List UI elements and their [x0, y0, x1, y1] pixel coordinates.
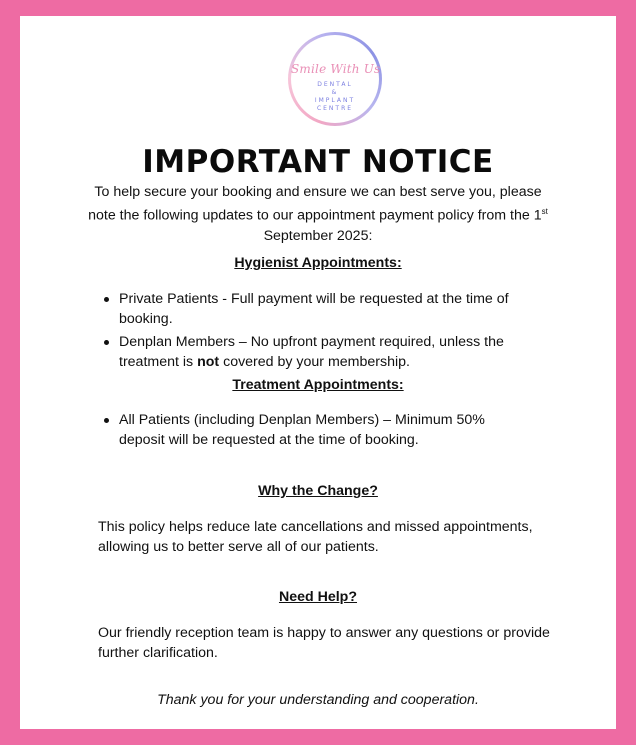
list-item-text: All Patients (including Denplan Members) – Minimum 50% deposit will be requested at the time of booking. — [119, 412, 485, 448]
treatment-list — [98, 410, 528, 453]
list-item — [98, 410, 528, 450]
logo-line-dental: DENTAL — [317, 81, 353, 88]
logo-line-ampersand: & — [331, 89, 339, 96]
emphasis-text: not — [197, 354, 220, 370]
logo-line-implant: IMPLANT — [314, 97, 356, 104]
notice-page — [20, 16, 616, 729]
list-item-text: Denplan Members – No upfront payment required, unless the treatment is — [119, 334, 504, 370]
treatment-heading: Treatment Appointments: — [232, 377, 404, 393]
help-heading: Need Help? — [278, 589, 358, 605]
logo-line-centre: CENTRE — [316, 105, 354, 112]
help-paragraph: Our friendly reception team is happy to answer any questions or provide further clarification. — [98, 625, 550, 661]
list-item — [98, 332, 528, 372]
why-heading: Why the Change? — [258, 483, 378, 499]
thanks-line: Thank you for your understanding and cooperation. — [157, 692, 479, 708]
list-item-text-end: covered by your membership. — [223, 354, 410, 370]
list-item — [98, 289, 528, 329]
intro-date: September 2025: — [263, 227, 373, 244]
hygienist-heading: Hygienist Appointments: — [234, 255, 402, 271]
hygienist-list — [98, 289, 528, 375]
logo-subtitle — [291, 81, 379, 113]
list-item-text: Private Patients - Full payment will be requested at the time of booking. — [119, 291, 509, 327]
clinic-logo — [288, 32, 382, 126]
why-paragraph: This policy helps reduce late cancellations and missed appointments, allowing us to better serve all of our patients. — [98, 519, 533, 555]
intro-text: To help secure your booking and ensure we can best serve you, please note the following updates to our appointment payment policy from the 1 — [88, 184, 542, 224]
intro-superscript: st — [541, 207, 548, 216]
page-title: IMPORTANT NOTICE — [142, 144, 494, 180]
intro-paragraph — [85, 182, 551, 246]
logo-script-text: Smile With Us — [291, 62, 381, 76]
